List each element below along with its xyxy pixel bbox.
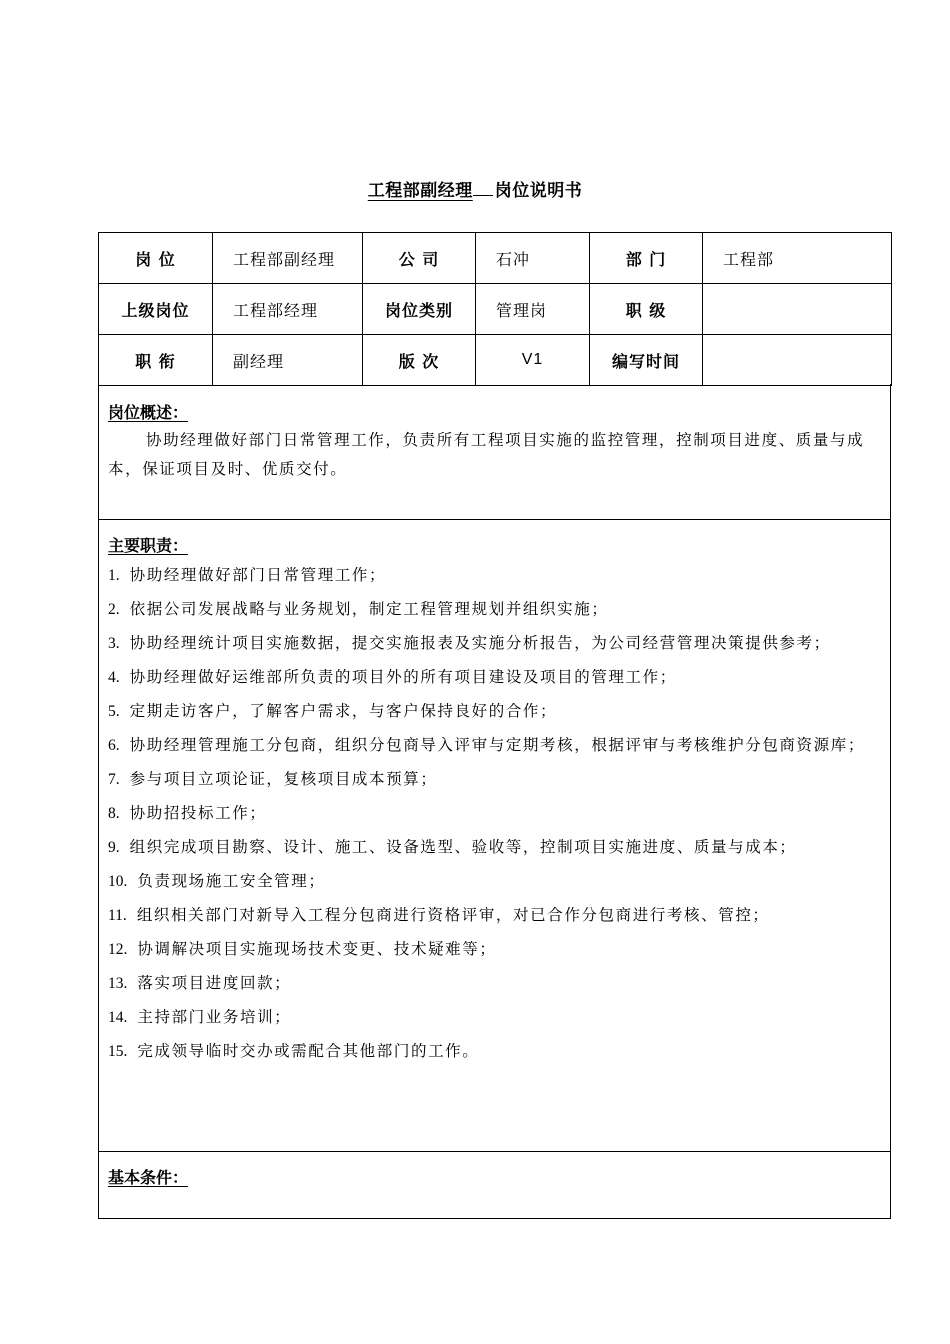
label-company: 公 司: [363, 233, 476, 284]
value-written-date: [703, 335, 892, 386]
title-position-name: 工程部副经理: [367, 181, 473, 201]
list-item: 8. 协助招投标工作；: [108, 804, 267, 822]
value-grade: [703, 284, 892, 335]
list-item: 9. 组织完成项目勘察、设计、施工、设备选型、验收等，控制项目实施进度、质量与成本；: [108, 838, 797, 856]
overview-body: 协助经理做好部门日常管理工作，负责所有工程项目实施的监控管理，控制项目进度、质量与成本，保证项目及时、优质交付。: [108, 431, 865, 478]
label-position: 岗 位: [99, 233, 213, 284]
value-superior: 工程部经理: [213, 284, 363, 335]
list-item: 3. 协助经理统计项目实施数据，提交实施报表及实施分析报告，为公司经营管理决策提供参考；: [108, 634, 831, 652]
table-row: [99, 233, 892, 284]
list-item: 6. 协助经理管理施工分包商，组织分包商导入评审与定期考核，根据评审与考核维护分包商资源库；: [108, 736, 865, 754]
table-row: [99, 284, 892, 335]
value-category: 管理岗: [476, 284, 590, 335]
value-company: 石冲: [476, 233, 590, 284]
duties-section: [98, 519, 891, 1152]
label-version: 版 次: [363, 335, 476, 386]
label-written-date: 编写时间: [590, 335, 703, 386]
list-item: 14. 主持部门业务培训；: [108, 1008, 292, 1026]
list-item: 5. 定期走访客户，了解客户需求，与客户保持良好的合作；: [108, 702, 558, 720]
label-title-rank: 职 衔: [99, 335, 213, 386]
duties-heading: 主要职责：: [108, 536, 189, 555]
overview-section: [98, 384, 891, 520]
overview-heading: 岗位概述：: [108, 403, 189, 422]
basic-requirements-section: [98, 1151, 891, 1219]
value-department: 工程部: [703, 233, 892, 284]
label-category: 岗位类别: [363, 284, 476, 335]
list-item: 4. 协助经理做好运维部所负责的项目外的所有项目建设及项目的管理工作；: [108, 668, 677, 686]
title-doc-type: 岗位说明书: [494, 181, 583, 201]
value-version: V1: [476, 335, 590, 386]
table-row: [99, 335, 892, 386]
list-item: 12. 协调解决项目实施现场技术变更、技术疑难等；: [108, 940, 497, 958]
list-item: 2. 依据公司发展战略与业务规划，制定工程管理规划并组织实施；: [108, 600, 609, 618]
position-info-table: [98, 232, 892, 386]
list-item: 15. 完成领导临时交办或需配合其他部门的工作。: [108, 1042, 480, 1060]
label-grade: 职 级: [590, 284, 703, 335]
list-item: 10. 负责现场施工安全管理；: [108, 872, 326, 890]
value-position: 工程部副经理: [213, 233, 363, 284]
label-department: 部 门: [590, 233, 703, 284]
list-item: 13. 落实项目进度回款；: [108, 974, 292, 992]
duties-list: [108, 563, 883, 1073]
title-underline-gap: [473, 181, 493, 196]
list-item: 11. 组织相关部门对新导入工程分包商进行资格评审，对已合作分包商进行考核、管控；: [108, 906, 770, 924]
document-title: [0, 176, 950, 201]
value-title-rank: 副经理: [213, 335, 363, 386]
label-superior: 上级岗位: [99, 284, 213, 335]
basic-heading: 基本条件：: [108, 1168, 189, 1187]
list-item: 1. 协助经理做好部门日常管理工作；: [108, 566, 387, 584]
list-item: 7. 参与项目立项论证，复核项目成本预算；: [108, 770, 438, 788]
